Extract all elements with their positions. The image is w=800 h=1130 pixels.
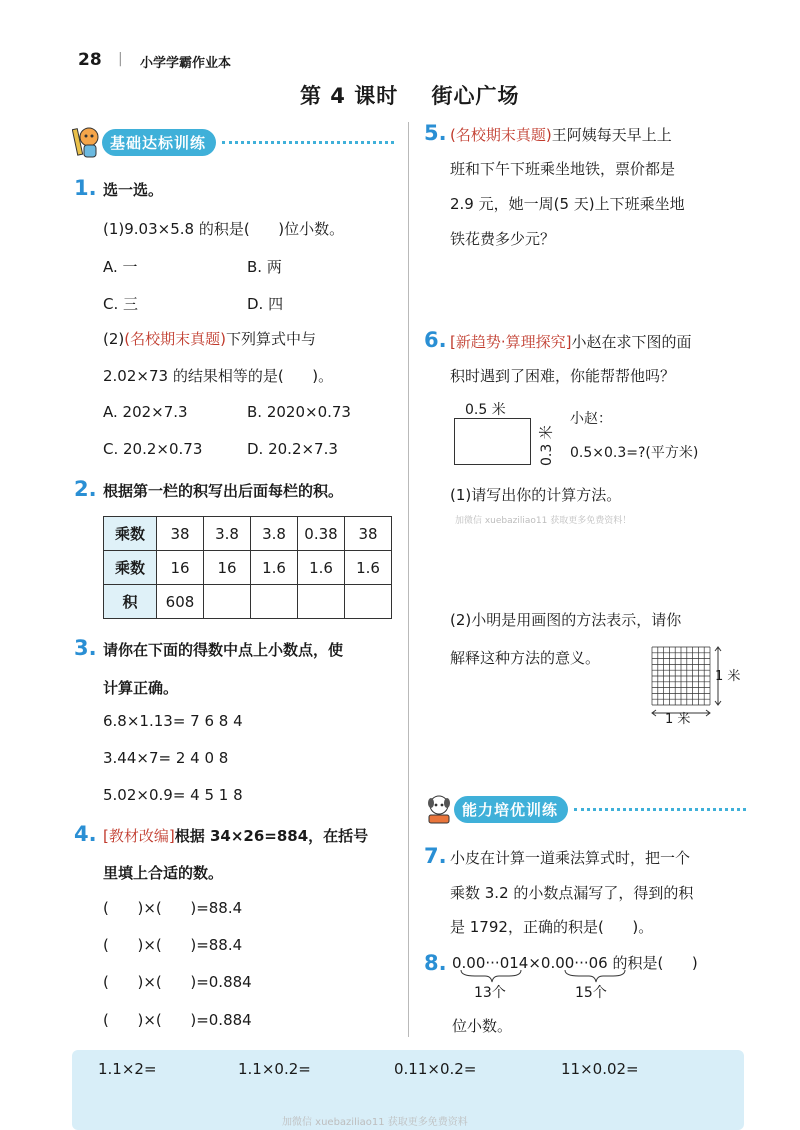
- q2-title: 根据第一栏的积写出后面每栏的积。: [103, 482, 344, 500]
- q1-part2-text: 下列算式中与: [225, 330, 316, 348]
- q6-sub2-line1: (2)小明是用画图的方法表示，请你: [450, 611, 682, 629]
- book-title: 小学学霸作业本: [140, 56, 232, 71]
- brace-label-2: 15个: [575, 985, 607, 1001]
- q1-option-a: A. 一: [103, 258, 138, 276]
- lesson-title: 第 4 课时 街心广场: [300, 84, 520, 108]
- rect-height-label: 0.3 米: [539, 425, 555, 466]
- q1-part2-option-a: A. 202×7.3: [103, 403, 188, 421]
- table-cell: 0.38: [298, 517, 345, 551]
- column-divider: [408, 122, 409, 1037]
- q4-line1: [103, 826, 368, 846]
- watermark-text: 加微信 xuebaziliao11 获取更多免费资料！: [455, 516, 632, 526]
- xiaozhao-label: 小赵：: [570, 411, 612, 427]
- q6-number: 6.: [424, 328, 447, 352]
- q4-number: 4.: [74, 822, 97, 846]
- section-banner-basic: [72, 128, 394, 156]
- q3-line1: 请你在下面的得数中点上小数点，使: [103, 641, 344, 659]
- calc-item-1: 1.1×2=: [98, 1060, 157, 1078]
- q5-line2: 班和下午下班乘坐地铁，票价都是: [450, 160, 676, 178]
- answer-cell[interactable]: [204, 585, 251, 619]
- q3-line2: 计算正确。: [103, 679, 179, 697]
- q3-item-2: 3.44×7= 2 4 0 8: [103, 749, 229, 767]
- q6-line2: 积时遇到了困难，你能帮帮他吗？: [450, 367, 676, 385]
- q1-option-d: D. 四: [247, 295, 284, 313]
- q1-option-c: C. 三: [103, 295, 139, 313]
- pencil-mascot-icon: [72, 125, 102, 159]
- grid-side-text: 1 米: [715, 669, 741, 684]
- q7-line2: 乘数 3.2 的小数点漏写了，得到的积: [450, 884, 694, 902]
- q5-line4: 铁花费多少元？: [450, 230, 556, 248]
- table-row: [104, 517, 392, 551]
- page-number: 28: [78, 50, 102, 70]
- table-cell: 38: [345, 517, 392, 551]
- banner-dots: [574, 808, 746, 811]
- table-cell: 3.8: [204, 517, 251, 551]
- q7-line1: 小皮在计算一道乘法算式时，把一个: [450, 849, 691, 867]
- q6-sub1: (1)请写出你的计算方法。: [450, 486, 622, 504]
- table-row: [104, 585, 392, 619]
- q8-line2: 位小数。: [452, 1017, 513, 1035]
- q4-item-4: ( )×( )=0.884: [103, 1011, 252, 1029]
- brace-label-1: 13个: [474, 985, 506, 1001]
- section-label-basic: 基础达标训练: [102, 129, 216, 156]
- q6-sub2-line2: 解释这种方法的意义。: [450, 649, 601, 667]
- table-cell: 38: [157, 517, 204, 551]
- q8-expression: 0.00···014×0.00···06 的积是( ): [452, 954, 698, 972]
- q7-line3: 是 1792，正确的积是( )。: [450, 918, 654, 936]
- q1-part1-stem: (1)9.03×5.8 的积是( )位小数。: [103, 220, 345, 238]
- area-formula: 0.5×0.3=?(平方米): [570, 445, 699, 461]
- q5-line3: 2.9 元，她一周(5 天)上下班乘坐地: [450, 195, 685, 213]
- rect-width-label: 0.5 米: [465, 402, 506, 418]
- q1-title: 选一选。: [103, 181, 164, 199]
- calc-item-3: 0.11×0.2=: [394, 1060, 477, 1078]
- q1-option-b: B. 两: [247, 258, 282, 276]
- q3-item-3: 5.02×0.9= 4 5 1 8: [103, 786, 243, 804]
- answer-cell[interactable]: [251, 585, 298, 619]
- q1-part2-line2: 2.02×73 的结果相等的是( )。: [103, 367, 334, 385]
- header-separator: |: [118, 51, 123, 67]
- product-table: [103, 516, 392, 619]
- q5-tag: (名校期末真题): [450, 126, 552, 144]
- table-cell: 1.6: [251, 551, 298, 585]
- bottom-watermark: 加微信 xuebaziliao11 获取更多免费资料: [282, 1117, 468, 1128]
- q3-item-1: 6.8×1.13= 7 6 8 4: [103, 712, 243, 730]
- q4-tag: [教材改编]: [103, 827, 175, 845]
- banner-dots: [222, 141, 394, 144]
- answer-cell[interactable]: [345, 585, 392, 619]
- q1-part2-option-b: B. 2020×0.73: [247, 403, 351, 421]
- q5-line1: [450, 125, 672, 145]
- q1-part2-prefix: (2): [103, 330, 125, 348]
- calc-item-2: 1.1×0.2=: [238, 1060, 311, 1078]
- table-cell: 3.8: [251, 517, 298, 551]
- q6-text: 小赵在求下图的面: [571, 333, 692, 351]
- q5-text: 王阿姨每天早上上: [551, 126, 672, 144]
- calc-item-4: 11×0.02=: [561, 1060, 639, 1078]
- table-cell: 1.6: [298, 551, 345, 585]
- q1-part2-line1: [103, 329, 316, 349]
- q7-number: 7.: [424, 844, 447, 868]
- q1-part2-tag: (名校期末真题): [124, 330, 226, 348]
- q1-part2-option-c: C. 20.2×0.73: [103, 440, 203, 458]
- q8-number: 8.: [424, 951, 447, 975]
- q4-text: 根据 34×26=884，在括号: [174, 827, 369, 845]
- q2-number: 2.: [74, 477, 97, 501]
- row-label: 积: [104, 585, 157, 619]
- q3-number: 3.: [74, 636, 97, 660]
- table-cell: 608: [157, 585, 204, 619]
- q5-number: 5.: [424, 121, 447, 145]
- section-label-advanced: 能力培优训练: [454, 796, 568, 823]
- table-cell: 16: [204, 551, 251, 585]
- q6-tag: [新趋势·算理探究]: [450, 333, 572, 351]
- q6-answer-area-1[interactable]: [440, 520, 750, 598]
- q1-part2-option-d: D. 20.2×7.3: [247, 440, 338, 458]
- row-label: 乘数: [104, 517, 157, 551]
- q6-line1: [450, 332, 692, 352]
- q4-item-3: ( )×( )=0.884: [103, 973, 252, 991]
- table-cell: 1.6: [345, 551, 392, 585]
- answer-cell[interactable]: [298, 585, 345, 619]
- table-cell: 16: [157, 551, 204, 585]
- rectangle-figure: [454, 418, 531, 465]
- table-row: [104, 551, 392, 585]
- q1-number: 1.: [74, 176, 97, 200]
- q4-item-2: ( )×( )=88.4: [103, 936, 243, 954]
- row-label: 乘数: [104, 551, 157, 585]
- grid-bottom-label: 1 米: [665, 712, 691, 727]
- dog-mascot-icon: [424, 792, 454, 826]
- section-banner-advanced: [424, 795, 746, 823]
- q4-item-1: ( )×( )=88.4: [103, 899, 243, 917]
- q4-line2: 里填上合适的数。: [103, 864, 224, 882]
